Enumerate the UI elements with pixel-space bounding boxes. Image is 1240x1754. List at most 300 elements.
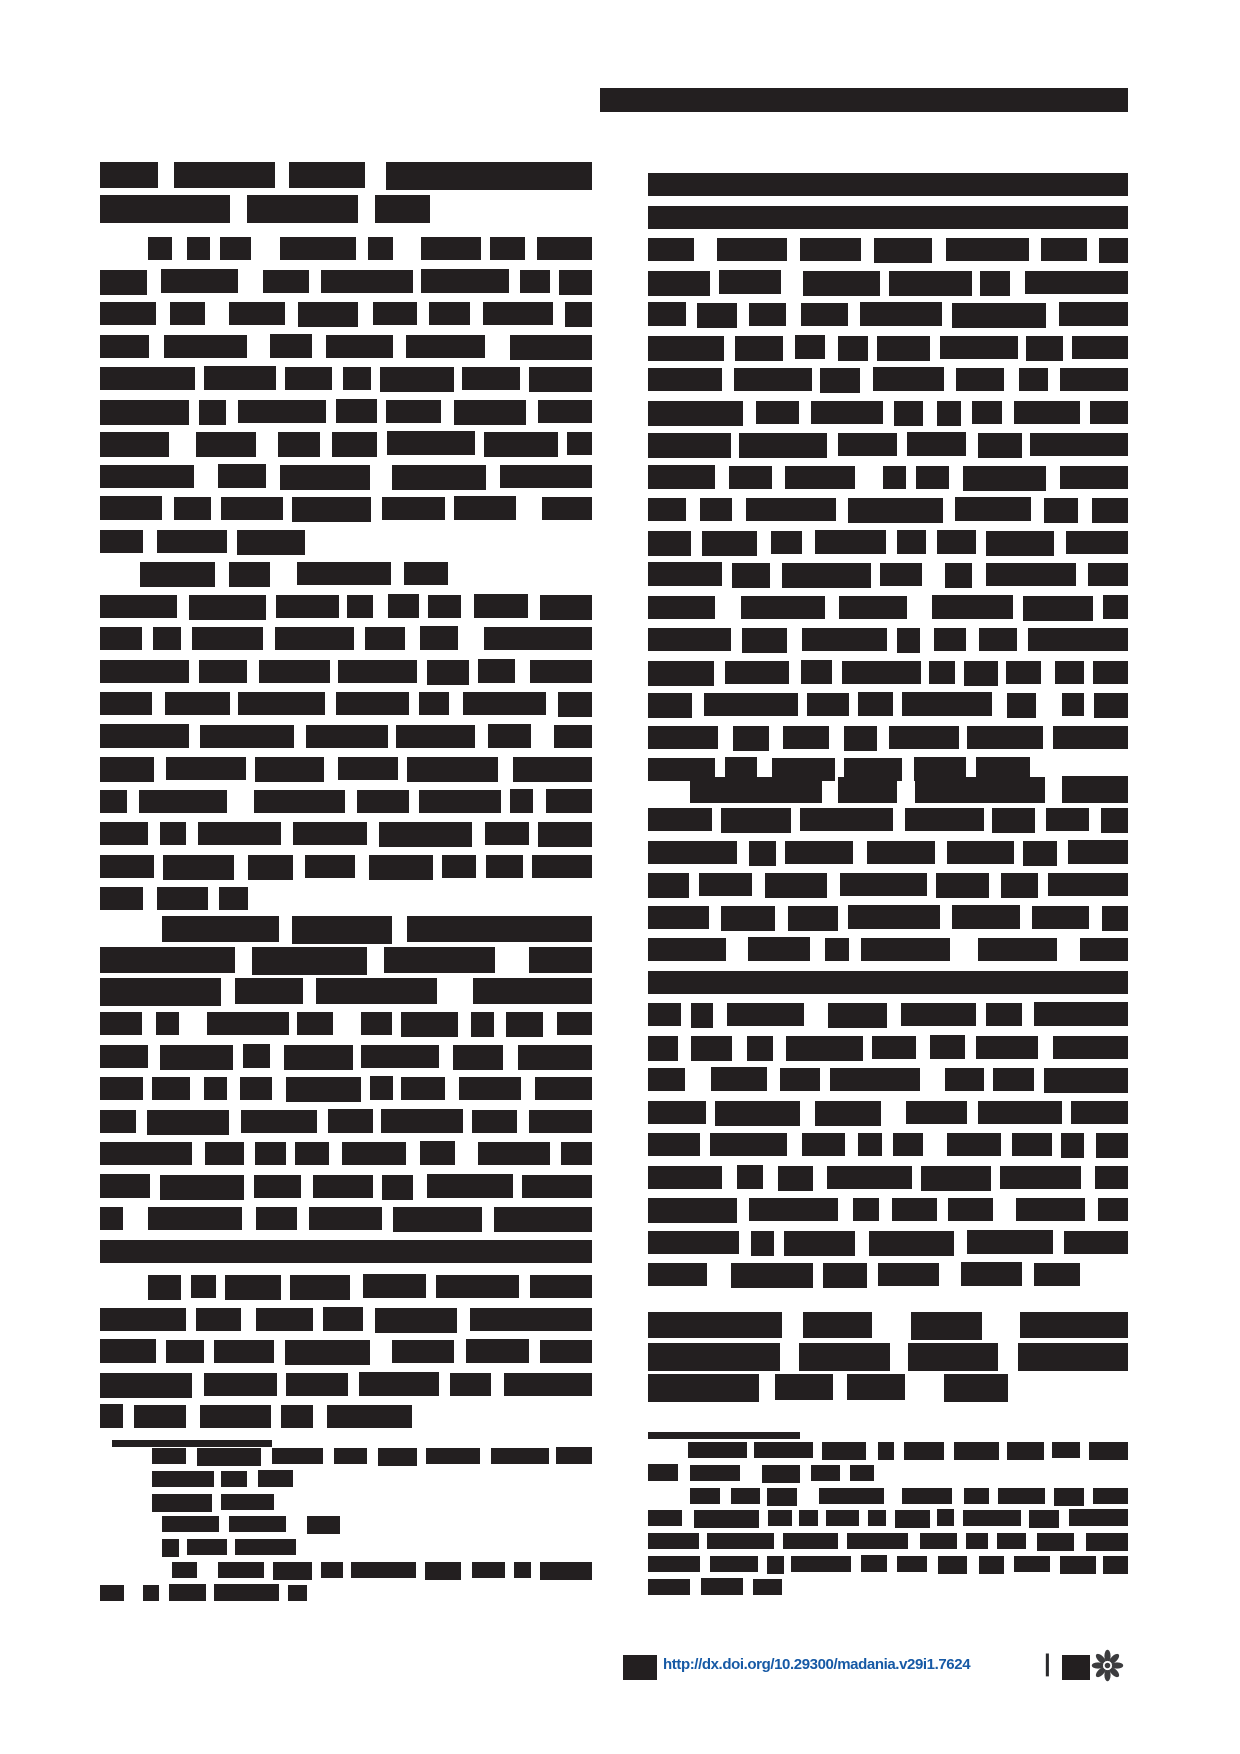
redacted-word [648, 433, 731, 458]
redacted-word [243, 1044, 270, 1068]
redacted-word [293, 822, 366, 845]
redacted-word [952, 303, 1046, 328]
redacted-word [795, 335, 825, 359]
redacted-word [908, 1343, 998, 1371]
redacted-word [749, 303, 787, 326]
redacted-word [801, 660, 833, 684]
redacted-line [648, 1465, 1128, 1481]
redacted-line [100, 1373, 592, 1396]
redacted-line [648, 173, 1128, 196]
redacted-word [1052, 1442, 1080, 1458]
redacted-line [100, 1012, 592, 1035]
redacted-word [1102, 906, 1128, 931]
redacted-line [100, 1340, 592, 1363]
redacted-word [235, 1539, 296, 1555]
redacted-word [100, 1308, 186, 1331]
redacted-word [648, 1198, 737, 1223]
redacted-word [704, 693, 798, 716]
redacted-word [826, 1510, 860, 1526]
redacted-word [484, 627, 592, 650]
redacted-word [741, 596, 824, 619]
redacted-word [554, 725, 592, 748]
redacted-word [847, 1374, 906, 1400]
redacted-word [427, 1174, 514, 1198]
redacted-word [143, 1585, 159, 1601]
redacted-line [100, 1045, 592, 1068]
redacted-word [967, 1230, 1053, 1254]
redacted-word [156, 1012, 179, 1035]
redacted-word [648, 1231, 739, 1254]
redacted-word [802, 1133, 846, 1156]
redacted-word [847, 1533, 908, 1549]
redacted-word [278, 432, 319, 457]
redacted-word [648, 531, 691, 556]
redacted-word [1000, 1166, 1082, 1189]
redacted-word [225, 1275, 281, 1300]
redacted-word [1001, 873, 1038, 898]
redacted-word [877, 336, 929, 361]
redacted-line [648, 1166, 1128, 1189]
doi-link[interactable]: http://dx.doi.org/10.29300/madania.v29i1.7624 [663, 1656, 971, 1673]
redacted-word [152, 1448, 186, 1464]
redacted-word [207, 1012, 290, 1035]
redacted-word [174, 162, 276, 188]
redacted-word [648, 1068, 685, 1091]
redacted-word [1080, 938, 1128, 961]
redacted-word [510, 335, 593, 360]
redacted-word [785, 841, 852, 864]
redacted-line [648, 906, 1128, 929]
redacted-line [100, 887, 592, 910]
redacted-word [375, 195, 431, 223]
redacted-word [530, 660, 592, 683]
redacted-word [967, 726, 1043, 749]
redacted-word [827, 1166, 913, 1189]
redacted-word [152, 1077, 190, 1100]
redacted-word [648, 693, 692, 718]
redacted-word [382, 1175, 414, 1200]
redacted-word [204, 1077, 227, 1100]
redacted-word [140, 562, 215, 587]
redacted-line [648, 777, 1128, 803]
redacted-word [1072, 336, 1128, 359]
redacted-word [734, 368, 812, 391]
redacted-word [1053, 726, 1128, 749]
redacted-word [342, 1142, 407, 1165]
redacted-word [648, 1166, 722, 1189]
redacted-word [873, 367, 943, 391]
redacted-line [100, 465, 592, 488]
redacted-word [163, 855, 234, 880]
redacted-word [729, 466, 773, 489]
redacted-word [1048, 873, 1128, 896]
redacted-word [648, 628, 731, 651]
flower-ornament-icon [1091, 1649, 1124, 1682]
redacted-word [1007, 693, 1036, 718]
redacted-word [326, 335, 394, 358]
redacted-word [386, 400, 442, 423]
redacted-word [558, 692, 592, 717]
redacted-word [153, 627, 182, 650]
redacted-word [783, 726, 829, 749]
redacted-line [100, 432, 592, 455]
redacted-word [889, 726, 959, 749]
redacted-word [486, 855, 523, 878]
redacted-word [1032, 906, 1089, 929]
redacted-word [1095, 1166, 1128, 1189]
redacted-line [648, 661, 1128, 684]
redacted-word [853, 1198, 878, 1221]
redacted-line [648, 336, 1128, 359]
redacted-word [313, 1175, 373, 1198]
redacted-word [739, 433, 827, 458]
redacted-word [196, 1308, 241, 1331]
redacted-word [839, 596, 907, 619]
right-column [648, 0, 1128, 1754]
redacted-word [785, 466, 855, 489]
redacted-word [270, 334, 312, 358]
redacted-word [187, 237, 210, 260]
redacted-word [100, 1207, 123, 1230]
redacted-word [892, 1198, 937, 1221]
redacted-word [937, 1509, 954, 1526]
redacted-word [361, 1045, 439, 1068]
redacted-word [1093, 1488, 1128, 1504]
redacted-word [819, 1488, 884, 1504]
redacted-line [648, 368, 1128, 391]
redacted-word [454, 496, 516, 520]
redacted-word [946, 238, 1028, 261]
redacted-word [1093, 661, 1128, 684]
redacted-word [192, 627, 263, 650]
redacted-word [359, 1372, 439, 1396]
redacted-word [252, 947, 366, 975]
redacted-word [1060, 466, 1128, 489]
redacted-word [100, 270, 147, 295]
redacted-word [800, 808, 893, 831]
redacted-word [100, 627, 142, 650]
redacted-word [327, 1405, 412, 1428]
redacted-word [520, 270, 550, 293]
redacted-word [986, 531, 1053, 556]
redacted-word [1055, 661, 1084, 684]
redacted-word [470, 1308, 592, 1331]
redacted-word [100, 887, 143, 910]
redacted-line [100, 1175, 592, 1198]
redacted-word [100, 790, 127, 813]
redacted-word [297, 562, 390, 585]
redacted-word [218, 464, 266, 488]
redacted-word [1026, 336, 1064, 361]
redacted-word [396, 725, 475, 748]
redacted-line [648, 303, 1128, 326]
redacted-word [241, 1110, 318, 1133]
redacted-word [379, 822, 472, 847]
redacted-word [148, 1207, 241, 1230]
redacted-line [100, 1077, 592, 1100]
footnote-separator-rule [648, 1432, 800, 1439]
redacted-word [842, 661, 921, 684]
redacted-word [218, 1562, 264, 1578]
redacted-word [474, 594, 528, 618]
redacted-line [648, 938, 1128, 961]
redacted-word [240, 1077, 273, 1100]
redacted-footer-label [623, 1655, 657, 1680]
redacted-word [494, 1207, 593, 1232]
redacted-word [961, 1262, 1022, 1286]
redacted-word [749, 841, 776, 866]
redacted-line [100, 1275, 592, 1298]
redacted-word [782, 563, 871, 588]
redacted-line [648, 1374, 1128, 1400]
redacted-line [100, 497, 592, 520]
redacted-line [100, 1405, 592, 1428]
redacted-word [844, 726, 878, 751]
redacted-word [947, 1133, 1001, 1156]
redacted-word [754, 1442, 813, 1458]
redacted-word [540, 1562, 592, 1580]
redacted-word [280, 237, 356, 260]
redacted-word [229, 562, 270, 587]
redacted-word [945, 563, 972, 588]
redacted-word [1046, 808, 1089, 831]
redacted-word [902, 1488, 952, 1504]
redacted-word [783, 1533, 838, 1549]
redacted-word [901, 1003, 975, 1026]
redacted-word [100, 302, 156, 325]
redacted-word [648, 1343, 780, 1371]
redacted-word [392, 1340, 454, 1363]
redacted-word [522, 1175, 592, 1198]
redacted-word [450, 1373, 491, 1396]
redacted-word [767, 1488, 797, 1506]
redacted-word [735, 336, 783, 361]
redacted-word [963, 1510, 1021, 1526]
redacted-word [189, 595, 266, 620]
redacted-word [648, 1556, 700, 1572]
redacted-word [134, 1405, 187, 1428]
redacted-word [221, 1471, 248, 1487]
redacted-word [1029, 1510, 1058, 1528]
redacted-word [198, 822, 281, 845]
redacted-word [811, 1465, 840, 1481]
redacted-word [273, 1562, 312, 1580]
redacted-word [459, 1077, 521, 1100]
redacted-word [164, 335, 248, 358]
redacted-word [746, 498, 836, 521]
redacted-word [357, 790, 409, 813]
redacted-word [691, 1036, 732, 1061]
redacted-word [860, 302, 942, 326]
redacted-word [858, 1133, 882, 1156]
redacted-word [815, 530, 886, 554]
redacted-word [100, 978, 221, 1006]
redacted-word [799, 1510, 818, 1526]
redacted-word [466, 1339, 529, 1363]
redacted-word [286, 1373, 348, 1396]
redacted-word [830, 1068, 921, 1091]
redacted-word [378, 1448, 418, 1466]
redacted-word [978, 1101, 1062, 1124]
redacted-word [872, 1036, 917, 1059]
redacted-word [258, 1470, 294, 1487]
redacted-word [1006, 661, 1041, 684]
redacted-word [721, 906, 776, 931]
redacted-word [694, 1510, 760, 1528]
redacted-line [100, 822, 592, 845]
redacted-word [199, 400, 226, 425]
redacted-word [205, 1142, 243, 1165]
redacted-word [707, 1533, 775, 1549]
redacted-word [220, 237, 252, 260]
redacted-word [235, 978, 303, 1004]
redacted-line [648, 628, 1128, 651]
redacted-word [160, 1175, 244, 1200]
left-column [100, 0, 592, 1754]
redacted-word [504, 1373, 592, 1396]
redacted-word [542, 497, 592, 520]
redacted-word [921, 1166, 991, 1191]
redacted-word [972, 401, 1003, 424]
redacted-word [281, 1405, 312, 1428]
redacted-word [815, 1101, 881, 1126]
redacted-word [732, 563, 770, 588]
redacted-word [100, 335, 149, 358]
redacted-word [295, 1142, 329, 1165]
redacted-word [648, 1101, 706, 1124]
redacted-word [323, 1307, 363, 1331]
redacted-word [1041, 238, 1087, 261]
redacted-word [535, 1077, 592, 1100]
redacted-word [540, 595, 592, 620]
redacted-line [648, 1133, 1128, 1156]
redacted-word [483, 302, 552, 325]
redacted-word [978, 938, 1057, 961]
redacted-word [648, 1003, 681, 1026]
redacted-word [916, 466, 949, 489]
redacted-word [518, 1045, 592, 1070]
redacted-word [100, 195, 230, 223]
redacted-word [648, 336, 724, 361]
redacted-word [979, 1556, 1004, 1574]
redacted-line [100, 1516, 592, 1532]
redacted-word [169, 1584, 206, 1601]
redacted-word [191, 1275, 216, 1298]
redacted-word [513, 757, 592, 782]
redacted-word [254, 790, 346, 813]
redacted-word [338, 660, 416, 683]
redacted-word [749, 1198, 838, 1221]
redacted-line [100, 692, 592, 715]
redacted-word [1060, 1556, 1096, 1574]
redacted-word [387, 431, 475, 455]
redacted-word [538, 400, 592, 423]
redacted-word [788, 906, 839, 931]
redacted-word [401, 1012, 458, 1037]
redacted-word [238, 400, 327, 423]
redacted-word [148, 237, 172, 260]
redacted-word [993, 1068, 1034, 1091]
redacted-word [648, 1263, 707, 1286]
redacted-word [336, 399, 378, 423]
redacted-word [561, 1142, 592, 1165]
redacted-line [648, 1101, 1128, 1124]
redacted-word [147, 1110, 229, 1135]
redacted-word [867, 841, 936, 864]
redacted-word [936, 873, 989, 898]
redacted-word [100, 1585, 124, 1601]
redacted-word [1089, 1442, 1128, 1460]
redacted-word [948, 1198, 993, 1221]
redacted-line [648, 693, 1128, 716]
redacted-word [407, 757, 499, 782]
redacted-word [196, 432, 256, 457]
redacted-line [100, 1494, 592, 1510]
redacted-word [255, 757, 324, 782]
redacted-word [802, 628, 888, 651]
redacted-word [878, 1442, 895, 1460]
redacted-word [537, 237, 592, 260]
redacted-word [963, 466, 1046, 491]
redacted-word [532, 855, 592, 878]
redacted-word [1037, 1533, 1074, 1551]
redacted-word [100, 1339, 156, 1363]
redacted-word [691, 1003, 714, 1028]
redacted-word [471, 1012, 494, 1037]
redacted-word [929, 661, 956, 684]
redacted-word [307, 1516, 339, 1534]
redacted-word [1088, 563, 1128, 586]
redacted-word [472, 1562, 505, 1578]
redacted-page-number [1062, 1655, 1090, 1680]
redacted-word [648, 808, 712, 831]
redacted-word [905, 808, 984, 831]
redacted-word [248, 855, 294, 880]
redacted-word [280, 465, 371, 490]
redacted-word [421, 237, 482, 260]
redacted-word [955, 497, 1031, 521]
redacted-line [100, 562, 592, 585]
redacted-word [731, 1263, 813, 1288]
redacted-word [828, 1003, 887, 1028]
redacted-word [529, 1110, 593, 1133]
redacted-word [1062, 776, 1128, 803]
redacted-word [100, 947, 235, 973]
redacted-word [1060, 368, 1128, 391]
redacted-word [648, 1374, 759, 1402]
redacted-word [648, 238, 694, 261]
redacted-line [648, 1068, 1128, 1091]
redacted-word [247, 195, 358, 223]
redacted-word [1028, 628, 1128, 651]
redacted-word [811, 401, 883, 424]
redacted-word [490, 237, 525, 260]
redacted-word [100, 400, 189, 425]
redacted-word [567, 432, 592, 455]
redacted-word [100, 1142, 192, 1165]
redacted-word [284, 1045, 353, 1070]
redacted-word [343, 367, 371, 390]
redacted-word [762, 1465, 800, 1483]
redacted-word [491, 1448, 549, 1464]
redacted-line [100, 302, 592, 325]
redacted-word [510, 789, 533, 813]
redacted-line [100, 237, 592, 260]
redacted-word [162, 916, 279, 942]
redacted-word [204, 1373, 277, 1396]
redacted-word [425, 1562, 461, 1580]
redacted-word [648, 726, 718, 749]
